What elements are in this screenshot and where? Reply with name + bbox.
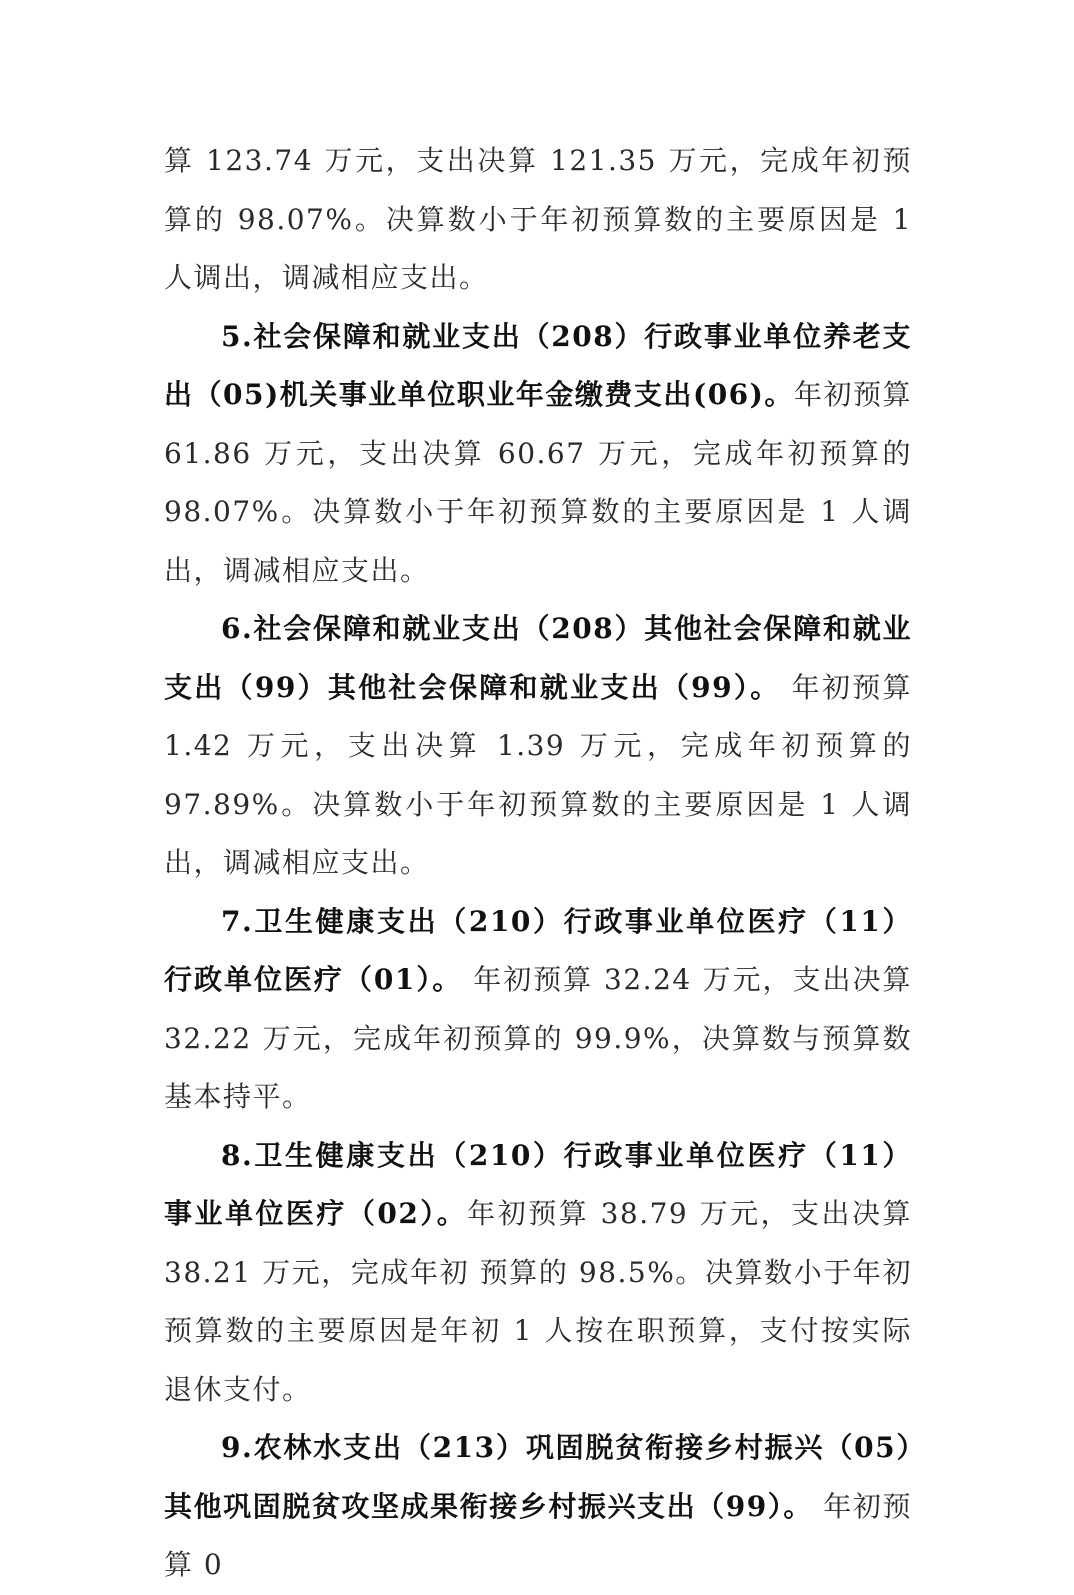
paragraph-continuation: [164, 132, 912, 308]
paragraph-heading: 7.卫生健康支出（210）行政事业单位医疗（11）行政单位医疗（01）。: [164, 904, 912, 996]
paragraph-text: 年初预算 1.42 万元，支出决算 1.39 万元，完成年初预算的 97.89%。决算数小于年初预算数的主要原因是 1 人调出，调减相应支出。: [164, 670, 912, 879]
paragraph-text: 年初预算 32.24 万元，支出决算 32.22 万元，完成年初预算的 99.9%，决算数与预算数基本持平。: [164, 963, 912, 1113]
paragraph-text: 年初预算 61.86 万元，支出决算 60.67 万元，完成年初预算的 98.07%。决算数小于年初预算数的主要原因是 1 人调出，调减相应支出。: [164, 378, 912, 587]
paragraph-heading: 6.社会保障和就业支出（208）其他社会保障和就业支出（99）其他社会保障和就业支出（99）。: [164, 612, 912, 704]
paragraph-item-6: [164, 600, 912, 893]
paragraph-item-5: [164, 308, 912, 601]
paragraph-item-8: [164, 1127, 912, 1420]
paragraph-item-9: [164, 1419, 912, 1595]
paragraph-text: 算 123.74 万元，支出决算 121.35 万元，完成年初预算的 98.07%。决算数小于年初预算数的主要原因是 1 人调出，调减相应支出。: [164, 144, 912, 294]
paragraph-text: 年初预算 38.79 万元，支出决算 38.21 万元，完成年初 预算的 98.5%。决算数小于年初预算数的主要原因是年初 1 人按在职预算，支付按实际退休支付。: [164, 1197, 913, 1406]
paragraph-heading: 5.社会保障和就业支出（208）行政事业单位养老支出（05)机关事业单位职业年金缴费支出(06)。: [164, 319, 912, 411]
paragraph-heading: 8.卫生健康支出（210）行政事业单位医疗（11）事业单位医疗（02）。: [164, 1138, 912, 1230]
document-body: [164, 132, 912, 1595]
paragraph-item-7: [164, 893, 912, 1127]
paragraph-text: 年初预算 0: [164, 1489, 913, 1581]
paragraph-heading: 9.农林水支出（213）巩固脱贫衔接乡村振兴（05）其他巩固脱贫攻坚成果衔接乡村振兴支出（99）。: [164, 1431, 912, 1523]
